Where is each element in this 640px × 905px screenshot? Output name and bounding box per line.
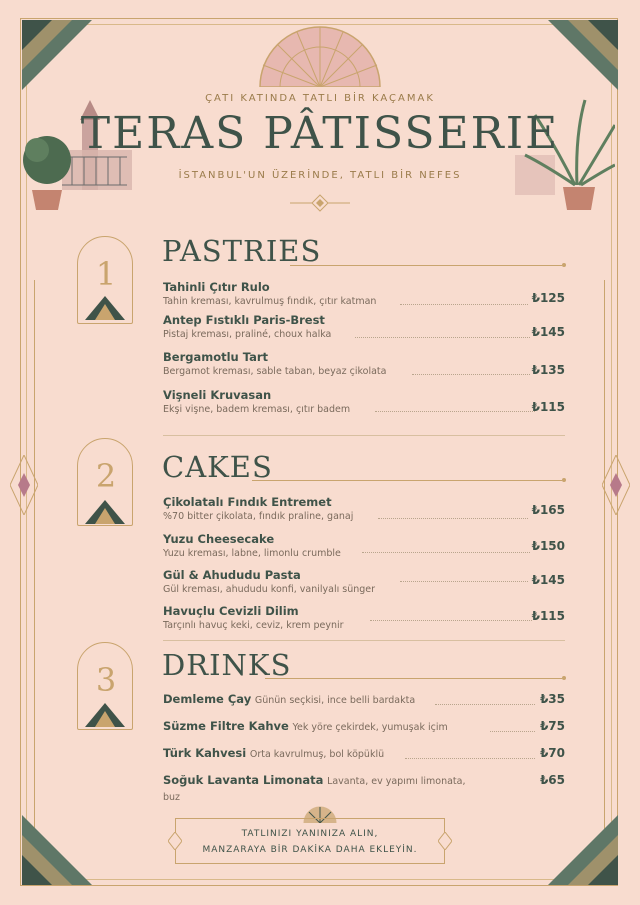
item-price: ₺145: [531, 573, 565, 587]
item-name: Vişneli Kruvasan: [163, 388, 272, 402]
item-name: Demleme Çay: [163, 692, 252, 706]
menu-item: [163, 719, 493, 735]
item-description: Lavanta, ev yapımı limonata, buz: [163, 776, 466, 803]
section-rule: [265, 678, 562, 679]
item-description: Günün seçkisi, ince belli bardakta: [254, 695, 416, 706]
section-number: 1: [95, 255, 117, 293]
item-price: ₺125: [531, 291, 565, 305]
corner-fan-top-right-icon: [548, 20, 618, 90]
menu-item: [163, 350, 565, 377]
leader-dots: [405, 758, 535, 759]
leader-dots: [370, 620, 532, 621]
item-description: Bergamot kreması, sable taban, beyaz çikolata: [163, 366, 387, 377]
corner-fan-top-left-icon: [22, 20, 92, 90]
section-title-cakes: CAKES: [162, 450, 273, 484]
sunburst-arch-icon: [255, 25, 385, 87]
corner-fan-bottom-left-icon: [22, 815, 92, 885]
item-price: ₺115: [531, 400, 565, 414]
item-name: Bergamotlu Tart: [163, 350, 269, 364]
item-price: ₺65: [539, 773, 565, 787]
leader-dots: [490, 731, 535, 732]
item-name: Gül & Ahududu Pasta: [163, 568, 301, 582]
leader-dots: [435, 704, 535, 705]
section-rule-dot: [562, 478, 566, 482]
menu-item: [163, 746, 493, 762]
item-price: ₺70: [539, 746, 565, 760]
item-description: Pistaj kreması, praliné, choux halka: [163, 329, 332, 340]
item-price: ₺75: [539, 719, 565, 733]
section-title-drinks: DRINKS: [162, 648, 292, 682]
header-tagline: ÇATI KATINDA TATLI BİR KAÇAMAK: [205, 93, 435, 104]
item-price: ₺145: [531, 325, 565, 339]
item-name: Antep Fıstıklı Paris-Brest: [163, 313, 325, 327]
section-title-pastries: PASTRIES: [162, 234, 322, 268]
menu-item: [163, 773, 483, 805]
item-description: Tahin kreması, kavrulmuş fındık, çıtır katman: [163, 296, 377, 307]
item-description: Yuzu kreması, labne, limonlu crumble: [163, 548, 341, 559]
item-description: Yek yöre çekirdek, yumuşak içim: [292, 722, 448, 733]
fan-ornament-icon: [85, 296, 125, 320]
leader-dots: [378, 518, 528, 519]
item-name: Soğuk Lavanta Limonata: [163, 773, 324, 787]
item-description: Gül kreması, ahududu konfi, vanilyalı sünger: [163, 584, 376, 595]
item-price: ₺115: [531, 609, 565, 623]
menu-item: [163, 604, 565, 631]
section-rule-dot: [562, 263, 566, 267]
section-number: 3: [95, 661, 117, 699]
footer-line-2: MANZARAYA BİR DAKİKA DAHA EKLEYİN.: [202, 845, 418, 855]
leader-dots: [362, 552, 530, 553]
restaurant-title: TERAS PÂTISSERIE: [80, 108, 560, 159]
item-price: ₺165: [531, 503, 565, 517]
menu-item: [163, 280, 565, 307]
leader-dots: [400, 304, 528, 305]
left-border-line: [34, 280, 35, 840]
leader-dots: [355, 337, 530, 338]
item-name: Tahinli Çıtır Rulo: [163, 280, 270, 294]
item-name: Havuçlu Cevizli Dilim: [163, 604, 299, 618]
item-price: ₺35: [539, 692, 565, 706]
item-description: %70 bitter çikolata, fındık praline, ganaj: [163, 511, 354, 522]
item-name: Çikolatalı Fındık Entremet: [163, 495, 332, 509]
leader-dots: [400, 581, 528, 582]
item-name: Yuzu Cheesecake: [163, 532, 275, 546]
item-name: Türk Kahvesi: [163, 746, 247, 760]
right-border-line: [604, 280, 605, 840]
item-price: ₺150: [531, 539, 565, 553]
header-subtitle: İSTANBUL'UN ÜZERİNDE, TATLI BİR NEFES: [178, 170, 462, 181]
item-name: Süzme Filtre Kahve: [163, 719, 289, 733]
section-divider: [163, 435, 565, 436]
section-rule: [290, 265, 562, 266]
menu-item: [163, 692, 493, 708]
section-rule-dot: [562, 676, 566, 680]
item-description: Tarçınlı havuç keki, ceviz, krem peynir: [163, 620, 344, 631]
item-description: Ekşi vişne, badem kreması, çıtır badem: [163, 404, 351, 415]
item-description: Orta kavrulmuş, bol köpüklü: [249, 749, 385, 760]
diamond-ornament-icon: [290, 193, 350, 213]
menu-item: [163, 313, 565, 340]
section-number: 2: [95, 457, 117, 495]
menu-item: [163, 532, 565, 559]
section-divider: [163, 640, 565, 641]
fan-ornament-icon: [85, 703, 125, 727]
footer-box: [175, 818, 445, 864]
leader-dots: [412, 374, 530, 375]
footer-line-1: TATLINIZI YANINIZA ALIN,: [241, 829, 379, 839]
left-diamond-ornament-icon: [10, 455, 38, 515]
leader-dots: [375, 411, 535, 412]
corner-fan-bottom-right-icon: [548, 815, 618, 885]
section-rule: [252, 480, 562, 481]
fan-ornament-icon: [85, 500, 125, 524]
right-diamond-ornament-icon: [602, 455, 630, 515]
item-price: ₺135: [531, 363, 565, 377]
